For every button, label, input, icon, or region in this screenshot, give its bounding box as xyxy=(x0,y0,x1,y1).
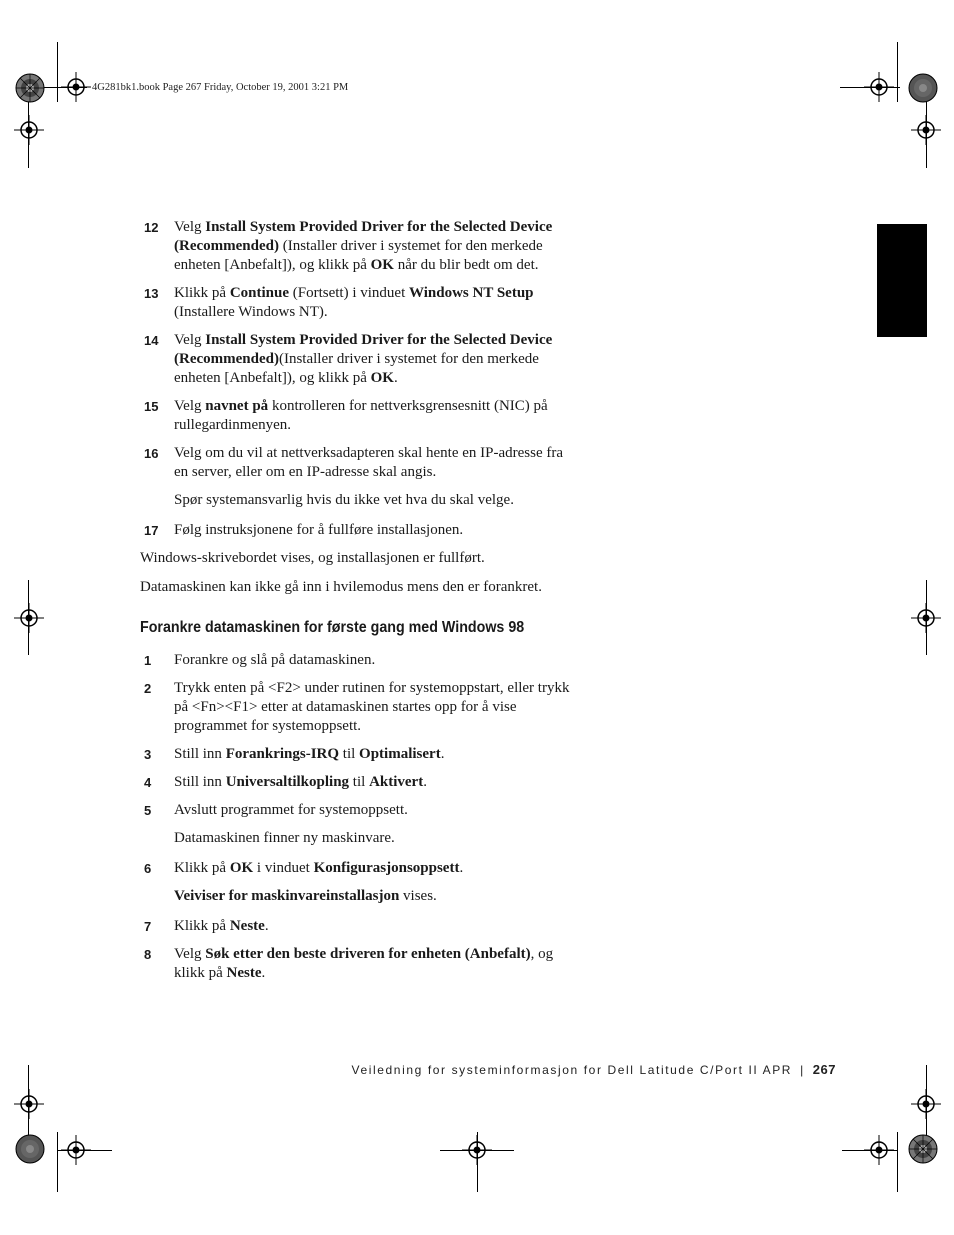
step-text xyxy=(174,801,580,820)
ui-term: Install System Provided Driver for the Selected Device (Recommended) xyxy=(174,219,553,254)
registration-mark-icon xyxy=(61,72,91,102)
step-number: 13 xyxy=(144,286,159,301)
step-text-run: til xyxy=(339,746,360,762)
star-target-icon xyxy=(15,73,45,103)
star-target-icon xyxy=(908,1134,938,1164)
step-number: 5 xyxy=(144,803,152,818)
step-item xyxy=(140,679,580,736)
step-item xyxy=(140,801,580,820)
step-text-run: når du blir bedt om det. xyxy=(393,257,539,273)
step-item xyxy=(140,773,580,792)
step-text-run: til xyxy=(349,774,370,790)
step-text-run: . xyxy=(459,860,464,876)
step-text xyxy=(174,651,580,670)
step-number: 2 xyxy=(144,681,152,696)
page-footer xyxy=(352,1062,836,1077)
step-text-run: Still inn xyxy=(174,774,226,790)
ui-term: Install System Provided Driver for the Selected Device (Recommended) xyxy=(174,332,553,367)
step-text xyxy=(174,773,580,792)
step-text-run: Still inn xyxy=(174,746,226,762)
step-number: 17 xyxy=(144,523,159,538)
step-text-run: . xyxy=(261,965,266,981)
step-item xyxy=(140,444,580,482)
step-text-run: . xyxy=(440,746,445,762)
registration-mark-icon xyxy=(462,1135,492,1165)
step-text-run: Velg xyxy=(174,219,206,235)
step-item xyxy=(140,945,580,983)
page-number: 267 xyxy=(812,1062,836,1077)
step-item xyxy=(140,284,580,322)
step-text-run: Velg xyxy=(174,946,206,962)
footer-separator: | xyxy=(800,1063,805,1077)
page-content xyxy=(140,218,580,992)
step-text-run: Klikk på xyxy=(174,860,230,876)
step-text-run: Følg instruksjonene for å fullføre installasjonen. xyxy=(174,522,464,538)
step-text-run: (Fortsett) i vinduet xyxy=(289,285,410,301)
print-slug: 4G281bk1.book Page 267 Friday, October 19, 2001 3:21 PM xyxy=(92,82,349,93)
step-text xyxy=(174,284,580,322)
step-number: 6 xyxy=(144,861,152,876)
ui-term: Continue xyxy=(229,285,290,301)
section-heading: Forankre datamaskinen for første gang med Windows 98 xyxy=(140,619,525,636)
ui-term: OK xyxy=(229,860,254,876)
step-text-run: Avslutt programmet for systemoppsett. xyxy=(174,802,408,818)
step-text xyxy=(174,679,580,736)
step-text-run: , og klikk på xyxy=(174,946,554,981)
step-text-run: (Installer driver i systemet for den merkede enheten [Anbefalt]), og klikk på xyxy=(174,238,543,273)
step-text xyxy=(174,917,580,936)
paragraph: Datamaskinen kan ikke gå inn i hvilemodus mens den er forankret. xyxy=(140,579,542,595)
step-text-run: vises. xyxy=(399,888,437,904)
step-number: 1 xyxy=(144,653,152,668)
step-item xyxy=(140,651,580,670)
step-item xyxy=(140,745,580,764)
step-text-run: i vinduet xyxy=(253,860,314,876)
ui-term: Neste xyxy=(229,918,265,934)
ui-term: Søk etter den beste driveren for enheten (Anbefalt) xyxy=(205,946,531,962)
step-text-run: (Installer driver i systemet for den merkede enheten [Anbefalt]), og klikk på xyxy=(174,351,539,386)
star-target-icon xyxy=(15,1134,45,1164)
crop-line xyxy=(57,1132,58,1192)
ui-term: Aktivert xyxy=(369,774,424,790)
step-number: 8 xyxy=(144,947,152,962)
step-text xyxy=(174,945,580,983)
crop-line xyxy=(897,1132,898,1192)
step-item xyxy=(140,218,580,275)
registration-mark-icon xyxy=(911,603,941,633)
step-text-run: Forankre og slå på datamaskinen. xyxy=(174,652,376,668)
star-target-icon xyxy=(908,73,938,103)
ui-term: OK xyxy=(370,370,394,386)
step-item xyxy=(140,917,580,936)
crop-line xyxy=(897,42,898,102)
crop-line xyxy=(57,42,58,102)
step-note: Datamaskinen finner ny maskinvare. xyxy=(174,830,395,846)
registration-mark-icon xyxy=(864,1135,894,1165)
step-text-run: Velg om du vil at nettverksadapteren skal hente en IP-adresse fra en server, eller om en IP-adresse skal angis. xyxy=(174,445,564,480)
step-number: 12 xyxy=(144,220,159,235)
step-text-run: Klikk på xyxy=(174,918,230,934)
registration-mark-icon xyxy=(14,1089,44,1119)
registration-mark-icon xyxy=(911,1089,941,1119)
ui-term: Neste xyxy=(226,965,262,981)
footer-title: Veiledning for systeminformasjon for Dell Latitude C/Port II APR xyxy=(351,1063,793,1077)
ui-term: Veiviser for maskinvareinstallasjon xyxy=(174,888,400,904)
steps-list-win98 xyxy=(140,651,580,983)
step-text-run: . xyxy=(393,370,398,386)
paragraph: Windows-skrivebordet vises, og installasjonen er fullført. xyxy=(140,550,485,566)
registration-mark-icon xyxy=(14,115,44,145)
ui-term: Optimalisert xyxy=(359,746,441,762)
ui-term: OK xyxy=(370,257,394,273)
step-text-run: Velg xyxy=(174,398,206,414)
step-number: 4 xyxy=(144,775,152,790)
ui-term: Windows NT Setup xyxy=(409,285,534,301)
step-number: 15 xyxy=(144,399,159,414)
step-text xyxy=(174,444,580,482)
step-number: 3 xyxy=(144,747,152,762)
step-text xyxy=(174,397,580,435)
step-note xyxy=(174,887,580,906)
step-text-run: (Installere Windows NT). xyxy=(174,304,328,320)
step-number: 14 xyxy=(144,333,159,348)
step-text-run: Klikk på xyxy=(174,285,230,301)
step-item xyxy=(140,331,580,388)
registration-mark-icon xyxy=(864,72,894,102)
step-text xyxy=(174,859,580,878)
step-text-run: . xyxy=(264,918,269,934)
step-number: 7 xyxy=(144,919,152,934)
registration-mark-icon xyxy=(911,115,941,145)
registration-mark-icon xyxy=(14,603,44,633)
step-text-run: kontrolleren for nettverksgrensesnitt (NIC) på rullegardinmenyen. xyxy=(174,398,548,433)
step-item xyxy=(140,521,580,540)
step-text xyxy=(174,521,580,540)
step-text-run: . xyxy=(423,774,427,790)
step-text xyxy=(174,745,580,764)
step-text xyxy=(174,218,580,275)
steps-list-nt xyxy=(140,218,580,540)
step-text-run: Trykk enten på <F2> under rutinen for systemoppstart, eller trykk på <Fn><F1> etter at datamaskinen startes opp for å vise programmet for systemoppsett. xyxy=(174,680,570,734)
chapter-thumb-tab xyxy=(877,224,927,337)
ui-term: navnet på xyxy=(205,398,269,414)
ui-term: Forankrings-IRQ xyxy=(225,746,340,762)
ui-term: Konfigurasjonsoppsett xyxy=(313,860,460,876)
step-text-run: Velg xyxy=(174,332,206,348)
step-text xyxy=(174,331,580,388)
step-item xyxy=(140,859,580,878)
step-number: 16 xyxy=(144,446,159,461)
registration-mark-icon xyxy=(61,1135,91,1165)
ui-term: Universaltilkopling xyxy=(225,774,350,790)
step-note: Spør systemansvarlig hvis du ikke vet hva du skal velge. xyxy=(174,492,514,508)
step-item xyxy=(140,397,580,435)
